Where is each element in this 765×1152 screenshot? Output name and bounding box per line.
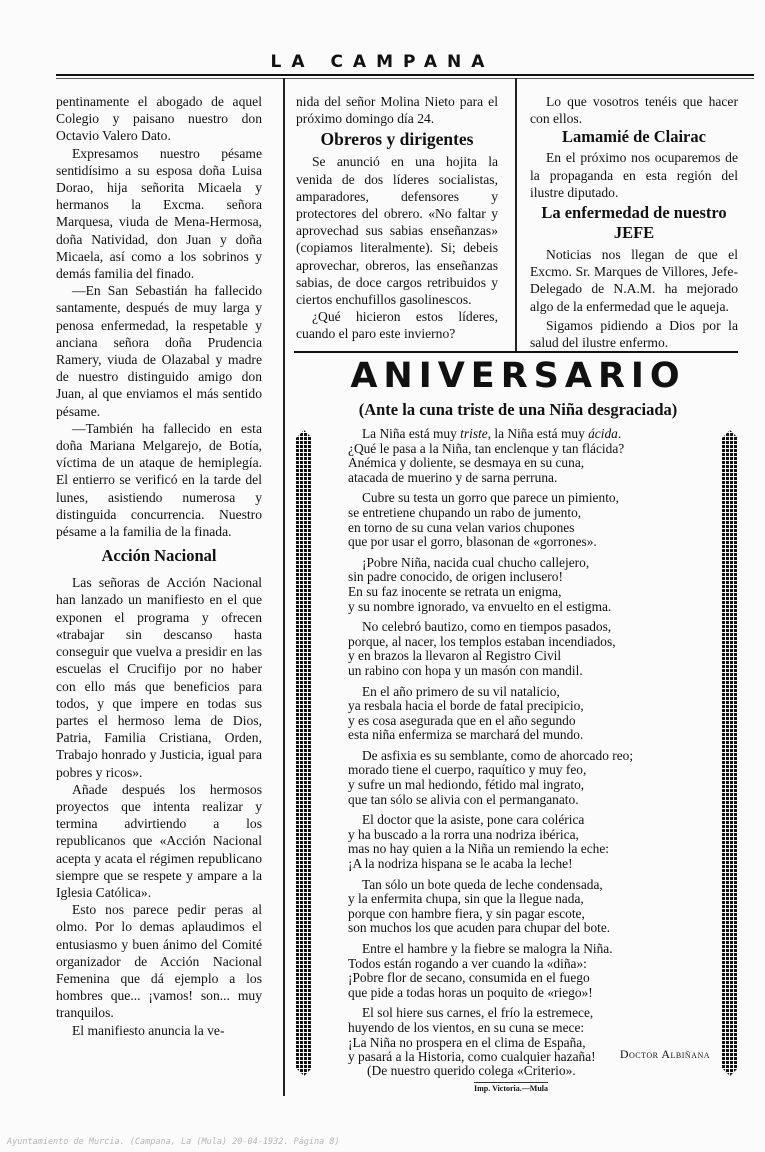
poem-line: [348, 427, 706, 442]
header-rule-thick: [56, 74, 754, 76]
poem-text-italic: triste: [460, 426, 488, 441]
poem-signature: Doctor Albiñana: [619, 1047, 710, 1061]
article-paragraph: Las señoras de Acción Nacional han lanzado un manifiesto en el que exponen el programa y ofrecen «trabajar sin descanso hasta conseguir que vuelva a presidir en las escuelas el Crucifijo por no haber con ello más que beneficios para todos, y que impere en todas sus partes el hermoso lema de Dios, Patria, Familia Cristiana, Orden, Trabajo honrado y Justicia, igual para pobres y ricos».: [56, 575, 262, 780]
article-paragraph: Sigamos pidiendo a Dios por la salud del ilustre enfermo.: [530, 317, 738, 351]
article-paragraph: —En San Sebastián ha fallecido santamente, después de muy larga y penosa enfermedad, la respetable y anciana señora doña Prudencia Ramery, viuda de Olazabal y madre de nuestro distinguido amigo don Juan, al que enviamos el más sentido pésame.: [56, 283, 262, 419]
poem-line: ya resbala hacia el borde de fatal precipicio,: [348, 698, 584, 714]
poem-subtitle: (Ante la cuna triste de una Niña desgraciada): [358, 400, 678, 419]
poem-stanza: [348, 620, 706, 678]
poem-line: en torno de su cuna velan varios chupones: [348, 519, 575, 535]
article-paragraph: ¿Qué hicieron estos líderes, cuando el paro este invierno?: [296, 309, 498, 342]
poem-stanza: [348, 685, 706, 743]
poem-line: un rabino con hopa y un masón con mandil.: [348, 662, 583, 678]
article-paragraph: Expresamos nuestro pésame sentidísimo a su esposa doña Luisa Dorao, hija señorita Micaela y hermanos la Excma. señora Marquesa, viuda de Mena-Hermosa, doña Natividad, don Juan y doña Micaela, así como a los sobrinos y demás familia del finado.: [56, 145, 262, 282]
section-divider: [294, 351, 738, 353]
column-2: [296, 93, 498, 343]
poem-stanza: [348, 749, 706, 807]
poem-line: Tan sólo un bote queda de leche condensada,: [362, 876, 603, 892]
column-rule-left: [283, 78, 285, 1096]
poem-line: ¡Pobre flor de secano, consumida en el fuego: [348, 970, 590, 986]
poem-line: ¿Qué le pasa a la Niña, tan enclenque y tan flácida?: [348, 440, 625, 456]
poem-source: (De nuestro querido colega «Criterio».: [367, 1063, 576, 1078]
poem-text: La Niña está muy: [362, 426, 461, 441]
poem-line: No celebró bautizo, como en tiempos pasados,: [362, 619, 612, 635]
poem-line: y pasará a la Historia, como cualquier hazaña!: [348, 1049, 596, 1065]
poem-line: El sol hiere sus carnes, el frío la estremece,: [362, 1005, 594, 1021]
decorative-border-right: [722, 430, 738, 1076]
section-heading-accion-nacional: Acción Nacional: [101, 546, 217, 566]
poem-line: De asfixia es su semblante, como de ahorcado reo;: [362, 747, 634, 763]
article-paragraph: Noticias nos llegan de que el Excmo. Sr. Marques de Villores, Jefe-Delegado de N.A.M. ha mejorado algo de la enfermedad que le aqueja.: [530, 247, 738, 314]
poem-line: que por usar el gorro, blasonan de «gorrones».: [348, 534, 597, 550]
printer-imprint: Imp. Victoria.—Mula: [474, 1084, 548, 1093]
article-paragraph: —También ha fallecido en esta doña Mariana Melgarejo, de Botía, víctima de un ataque de hemiplegía. El entierro se verificó en la tarde del lunes, asistiendo numerosa y distinguida concurrencia. Nuestro pésame a la familia de la finada.: [56, 420, 262, 540]
section-heading-obreros: Obreros y dirigentes: [320, 129, 474, 150]
poem-stanza: [348, 878, 706, 936]
poem-stanza: [348, 942, 706, 1000]
column-3: [530, 93, 738, 351]
poem-line: y la enfermita chupa, sin que la llegue nada,: [348, 891, 584, 907]
poem-text-italic: ácida: [588, 426, 618, 441]
poem-line: porque, al nacer, los templos estaban incendiados,: [348, 633, 616, 649]
article-paragraph: En el próximo nos ocuparemos de la propaganda en esta región del ilustre diputado.: [530, 150, 738, 200]
article-paragraph: Añade después los hermosos proyectos que intenta realizar y termina advirtiendo a los republicanos que «Acción Nacional acepta y acata el régimen republicano siempre que se respete y ampare a la Iglesia Católica».: [56, 781, 262, 900]
poem-line: El doctor que la asiste, pone cara colérica: [362, 812, 585, 828]
poem-text: , la Niña está muy: [487, 426, 589, 441]
section-heading-enfermedad: La enfermedad de nuestro JEFE: [541, 203, 727, 243]
poem-line: son muchos los que acuden para chupar del bote.: [348, 920, 611, 936]
poem-line: y sufre un mal hediondo, fétido mal ingrato,: [348, 777, 585, 793]
poem-line: ¡Pobre Niña, nacida cual chucho callejero,: [362, 554, 590, 570]
poem-line: se entretiene chupando un rabo de jumento,: [348, 504, 582, 520]
poem-line: mas no hay quien a la Niña un remiendo la eche:: [348, 841, 610, 857]
poem-body: [348, 427, 706, 1071]
poem-line: sin padre conocido, de origen inclusero!: [348, 569, 563, 585]
poem-line: esta niña enfermiza se marchará del mundo.: [348, 727, 584, 743]
poem-stanza: [348, 491, 706, 549]
poem-line: Anémica y doliente, se desmaya en su cuna,: [348, 455, 585, 471]
article-paragraph: Lo que vosotros tenéis que hacer con ellos.: [530, 94, 738, 127]
poem-line: que tan sólo se alivia con el permanganato.: [348, 791, 579, 807]
header-rule-thin: [56, 78, 754, 79]
column-rule-right: [515, 78, 517, 351]
poem-line: y ha buscado a la rorra una nodriza ibérica,: [348, 826, 579, 842]
poem-line: Entre el hambre y la fiebre se malogra la Niña.: [362, 941, 613, 956]
poem-line: que pide a todas horas un poquito de «riego»!: [348, 984, 593, 1000]
poem-stanza: [348, 813, 706, 871]
poem-line: y es cosa asegurada que en el año segundo: [348, 712, 576, 728]
column-1: [56, 93, 262, 1039]
poem-line: porque con hambre fiera, y sin pagar escote,: [348, 905, 585, 921]
poem-line: y su nombre ignorado, va envuelto en el estigma.: [348, 598, 612, 614]
archive-citation: Ayuntamiento de Murcia. (Campana, La (Mula) 20-04-1932. Página 8): [7, 1137, 340, 1147]
article-paragraph: nida del señor Molina Nieto para el próximo domingo día 24.: [296, 94, 498, 127]
poem-line: Todos están rogando a ver cuando la «diña»:: [348, 955, 587, 971]
article-paragraph: Esto nos parece pedir peras al olmo. Por lo demas aplaudimos el entusiasmo y buen ánimo del Comité organizador de Acción Nacional Femenina que dá ejemplo a los hombres que... ¡vamos! son... muy tranquilos.: [56, 902, 262, 1021]
poem-line: En su faz inocente se retrata un enigma,: [348, 583, 562, 599]
poem-line: ¡La Niña no prospera en el clima de España,: [348, 1034, 586, 1050]
article-paragraph: El manifiesto anuncia la ve-: [72, 1022, 225, 1038]
article-paragraph: pentinamente el abogado de aquel Colegio y paisano nuestro don Octavio Valero Dato.: [56, 94, 262, 144]
decorative-border-left: [296, 430, 312, 1076]
poem-line: ¡A la nodriza hispana se le acaba la leche!: [348, 856, 573, 872]
article-paragraph: Se anunció en una hojita la venida de dos líderes socialistas, amparadores, defensores y protectores del obrero. «No faltar y aprovechad sus sabias enseñanzas» (copiamos literalmente). Si; debeis aprovechar, obreros, las enseñanzas sabias, de doce cargos retribuidos y ciertos enchufillos gasolinescos.: [296, 154, 498, 308]
masthead: LA CAMPANA: [270, 52, 495, 72]
poem-stanza: [348, 427, 706, 485]
section-heading-lamamie: Lamamié de Clairac: [562, 127, 706, 147]
poem-stanza: [348, 556, 706, 614]
poem-title: ANIVERSARIO: [350, 356, 686, 396]
poem-line: Cubre su testa un gorro que parece un pimiento,: [362, 490, 619, 506]
poem-line: huyendo de los vientos, en su cuna se mece:: [348, 1019, 585, 1035]
poem-line: atacada de muerino y de sarna perruna.: [348, 469, 558, 485]
poem-line: En el año primero de su vil natalicio,: [362, 683, 560, 699]
poem-text: .: [617, 426, 622, 441]
poem-line: y en brazos la llevaron al Registro Civil: [348, 648, 562, 664]
poem-line: morado tiene el cuerpo, raquítico y muy feo,: [348, 762, 587, 778]
